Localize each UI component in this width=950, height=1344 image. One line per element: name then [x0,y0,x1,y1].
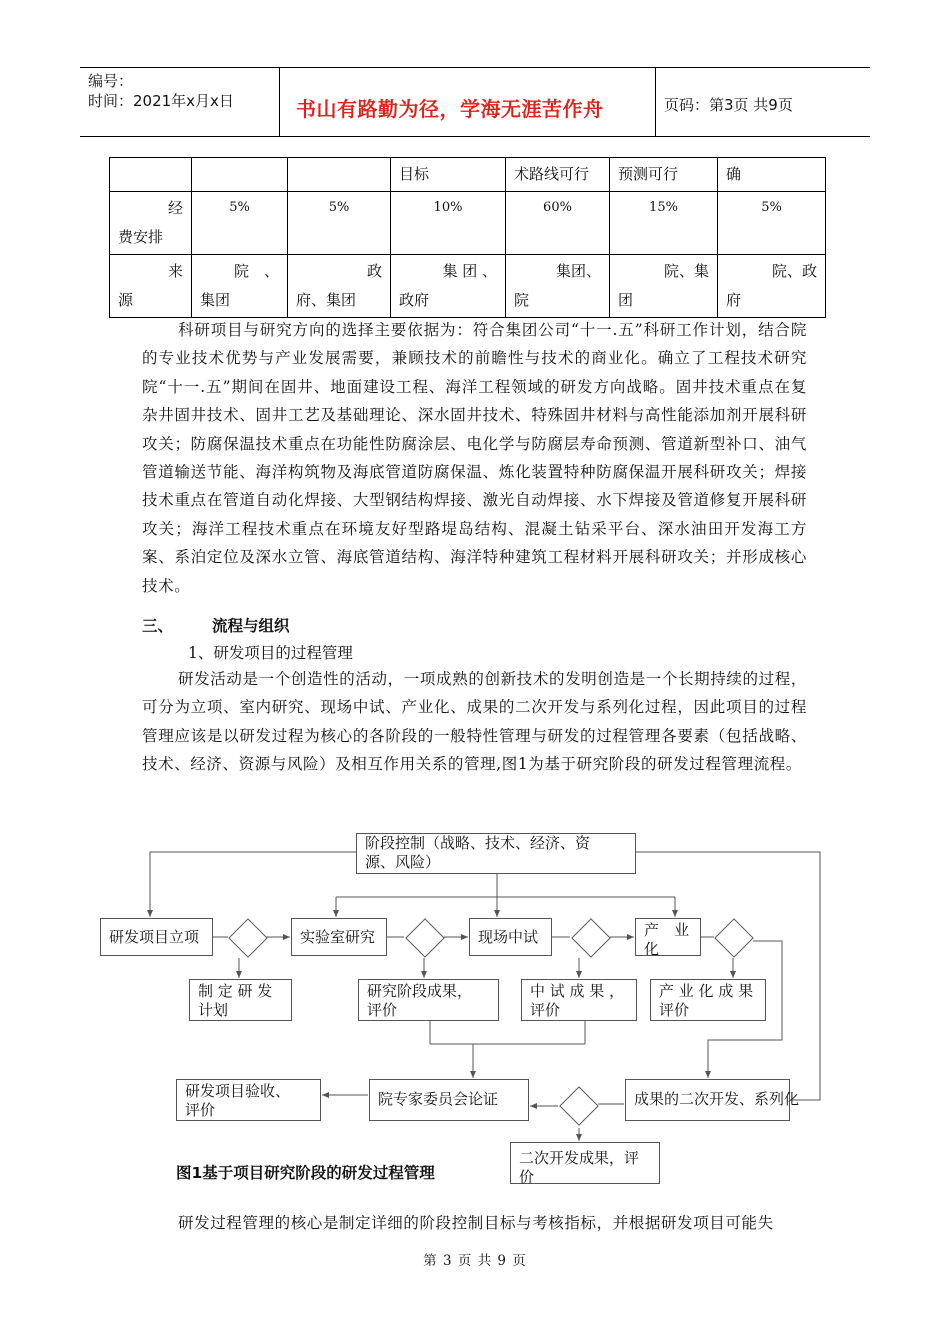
header-number: 编号： [88,72,134,90]
cell-line: 政 [366,262,382,280]
table-cell: 5% [192,192,288,255]
table-cell: 5% [718,192,826,255]
stage-control-box [356,833,636,874]
box-line: 价 [519,1168,535,1186]
table-cell: 目标 [391,158,506,192]
box-line: 阶段控制（战略、技术、经济、资 [365,834,591,852]
subsection-title: 1、研发项目的过程管理 [188,644,353,662]
secondary-dev-box: 成果的二次开发、系列化 [625,1079,790,1121]
paragraph-core: 研发过程管理的核心是制定详细的阶段控制目标与考核指标，并根据研发项目可能失 [178,1214,774,1232]
figure-caption: 图1基于项目研究阶段的研发过程管理 [176,1164,435,1182]
section-title: 流程与组织 [212,616,290,635]
box-line: 评价 [367,1001,398,1019]
header-motto: 书山有路勤为径，学海无涯苦作舟 [296,97,604,121]
secondary-result-box [510,1142,660,1184]
make-plan-box [189,979,292,1021]
box-line: 研究阶段成果， [367,982,473,1000]
row-header-line2: 源 [118,291,134,309]
field-test-box: 现场中试 [469,918,552,956]
cell-line: 集团 [200,291,231,309]
row-header-line2: 费安排 [118,228,164,246]
box-line: 评价 [185,1101,216,1119]
box-line: 制 定 研 发 [198,982,273,1000]
box-line: 中 试 成 果 ， [530,982,625,1000]
box-line: 评价 [530,1001,561,1019]
expert-review-box: 院专家委员会论证 [369,1079,529,1121]
lab-research-box: 实验室研究 [291,918,387,956]
cell-line: 府、集团 [296,291,357,309]
cell-line: 集 团 、 [442,262,497,280]
box-line: 二次开发成果，评 [519,1149,640,1167]
header-page: 页码：第3页 共9页 [664,96,793,114]
research-result-box [358,979,499,1021]
table-cell: 术路线可行 [506,158,610,192]
section-number: 三、 [142,616,174,635]
cell-line: 院 [514,291,530,309]
project-setup-box: 研发项目立项 [100,918,213,956]
industry-result-box [650,979,766,1021]
cell-line: 政府 [399,291,430,309]
table-cell: 10% [391,192,506,255]
table-cell: 5% [288,192,391,255]
box-line: 化 [644,940,660,958]
header-time: 时间：2021年x月x日 [88,92,234,110]
pilot-result-box [521,979,637,1021]
box-line: 产 业 [644,921,690,939]
table-cell: 预测可行 [610,158,718,192]
cell-line: 府 [726,291,742,309]
paragraph-research-direction: 科研项目与研究方向的选择主要依据为：符合集团公司“十一.五”科研工作计划，结合院的专业技术优势与产业发展需要，兼顾技术的前瞻性与技术的商业化。确立了工程技术研究院“十一.五”期间在固井、地面建设工程、海洋工程领域的研发方向战略。固井技术重点在复杂井固井技术、固井工艺及基础理论、深水固井技术、特殊固井材料与高性能添加剂开展科研攻关；防腐保温技术重点在功能性防腐涂层、电化学与防腐层寿命预测、管道新型补口、油气管道输送节能、海洋构筑物及海底管道防腐保温、炼化装置特种防腐保温开展科研攻关；焊接技术重点在管道自动化焊接、大型钢结构焊接、激光自动焊接、水下焊接及管道修复开展科研攻关；海洋工程技术重点在环境友好型路堤岛结构、混凝土钻采平台、深水油田开发海工方案、系泊定位及深水立管、海底管道结构、海洋特种建筑工程材料开展科研攻关；并形成核心技术。 [142,321,807,595]
table-cell: 确 [718,158,826,192]
row-header-line1: 经 [167,199,183,217]
box-line: 评价 [659,1001,690,1019]
box-line: 计划 [198,1001,229,1019]
table-cell: 15% [610,192,718,255]
acceptance-box [176,1079,321,1121]
paragraph-process-management: 研发活动是一个创造性的活动，一项成熟的创新技术的发明创造是一个长期持续的过程，可分为立项、室内研究、现场中试、产业化、成果的二次开发与系列化过程，因此项目的过程管理应该是以研发过程为核心的各阶段的一般特性管理与研发的过程管理各要素（包括战略、技术、经济、资源与风险）及相互作用关系的管理,图1为基于研究阶段的研发过程管理流程。 [142,670,807,774]
cell-line: 院 、 [233,262,279,280]
cell-line: 院、政 [771,262,817,280]
box-line: 源、风险） [365,853,441,871]
page-footer: 第 3 页 共 9 页 [423,1253,527,1269]
box-line: 研发项目验收、 [185,1082,291,1100]
box-line: 产 业 化 成 果 [659,982,754,1000]
cell-line: 集团、 [555,262,601,280]
table-cell: 60% [506,192,610,255]
row-header-line1: 来 [167,262,183,280]
industrialize-box [635,918,701,956]
cell-line: 团 [618,291,634,309]
cell-line: 院、集 [663,262,709,280]
